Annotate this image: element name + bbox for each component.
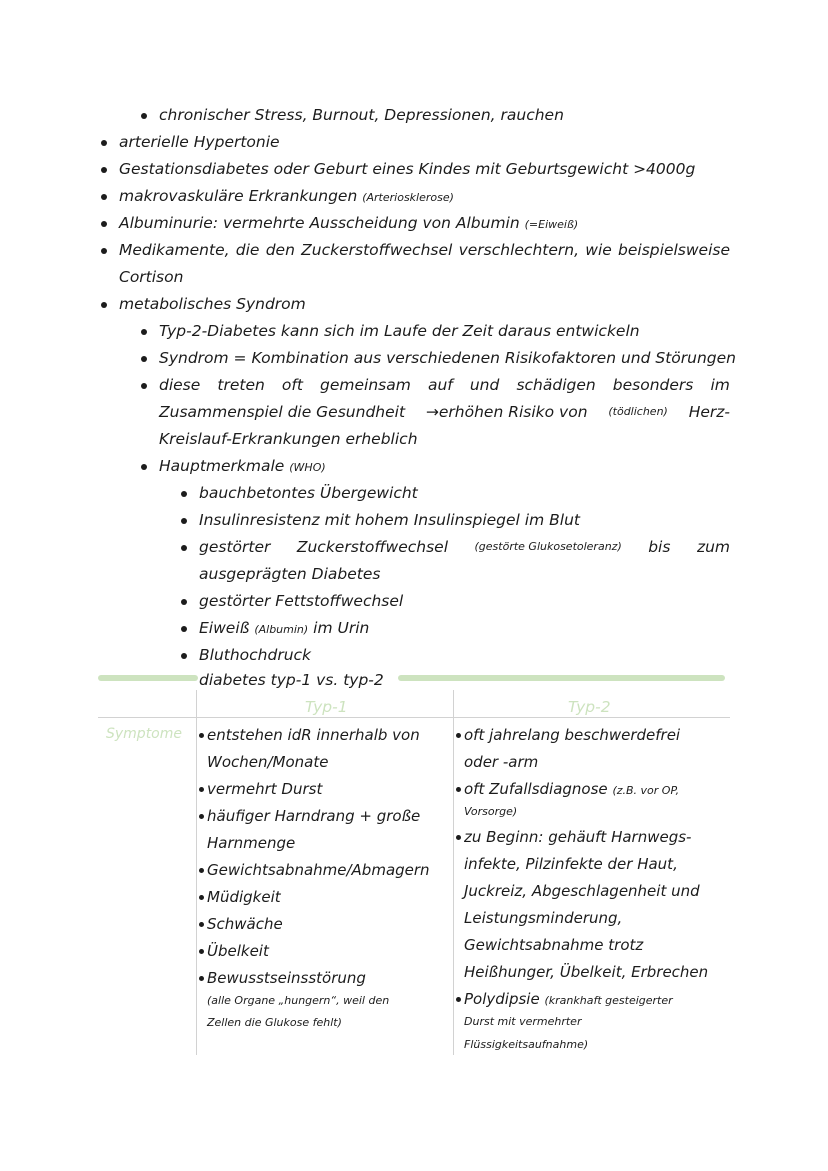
- list-item-note: (Arteriosklerose): [362, 191, 454, 204]
- bullet: [181, 599, 187, 605]
- word: bis: [648, 538, 671, 556]
- word: beispielsweise: [618, 241, 730, 259]
- bullet: [199, 868, 204, 873]
- cell-line: oder -arm: [464, 753, 539, 771]
- cell-line: vermehrt Durst: [207, 780, 323, 798]
- bullet: [101, 194, 107, 200]
- list-item: [119, 239, 730, 261]
- accent-bar: [98, 675, 198, 681]
- bullet: [181, 626, 187, 632]
- bullet: [456, 835, 461, 840]
- column-header-typ1: Typ-1: [305, 698, 348, 716]
- bullet: [199, 922, 204, 927]
- cell-text: Polydipsie: [464, 990, 540, 1008]
- phrase: Zusammenspiel die Gesundheit: [159, 403, 406, 421]
- list-item: [159, 374, 730, 396]
- table-divider: [453, 690, 454, 1055]
- list-item-continuation: ausgeprägten Diabetes: [199, 565, 381, 583]
- phrase: →erhöhen Risiko von: [425, 403, 588, 421]
- word: Medikamente,: [119, 241, 230, 259]
- cell-line: Wochen/Monate: [207, 753, 329, 771]
- bullet: [141, 329, 147, 335]
- list-item: Syndrom = Kombination aus verschiedenen Risikofaktoren und Störungen: [159, 349, 737, 367]
- list-item-continuation: Cortison: [119, 268, 184, 286]
- list-item: Typ-2-Diabetes kann sich im Laufe der Zeit daraus entwickeln: [159, 322, 640, 340]
- bullet: [101, 302, 107, 308]
- word: verschlechtern,: [458, 241, 580, 259]
- bullet: [199, 733, 204, 738]
- list-item: metabolisches Syndrom: [119, 295, 306, 313]
- list-item: [199, 617, 369, 641]
- cell-note: Durst mit vermehrter: [464, 1015, 582, 1028]
- list-item-text: Hauptmerkmale: [159, 457, 285, 475]
- cell-line: entstehen idR innerhalb von: [207, 726, 420, 744]
- bullet: [181, 518, 187, 524]
- word: gemeinsam: [320, 376, 411, 394]
- bullet: [141, 356, 147, 362]
- list-item-note: (Albumin): [254, 623, 309, 636]
- word: Zuckerstoffwechsel: [301, 241, 453, 259]
- bullet: [101, 248, 107, 254]
- cell-note: Vorsorge): [464, 805, 518, 818]
- cell-note: (alle Organe „hungern“, weil den: [207, 994, 390, 1007]
- cell-line: Bewusstseinsstörung: [207, 969, 366, 987]
- table-header-rule: [98, 717, 730, 718]
- bullet: [181, 653, 187, 659]
- list-item-note: (WHO): [289, 461, 326, 474]
- list-item: [199, 536, 730, 558]
- cell-line: Gewichtsabnahme/Abmagern: [207, 861, 430, 879]
- list-item: [159, 455, 326, 479]
- cell-line: infekte, Pilzinfekte der Haut,: [464, 855, 678, 873]
- cell-line: oft jahrelang beschwerdefrei: [464, 726, 681, 744]
- word: gestörter: [199, 538, 271, 556]
- word: Zuckerstoffwechsel: [296, 538, 449, 556]
- bullet: [101, 221, 107, 227]
- phrase: Herz-: [688, 403, 730, 421]
- word: und: [469, 376, 500, 394]
- bullet: [199, 895, 204, 900]
- list-item-text: Albuminurie: vermehrte Ausscheidung von Albumin: [119, 214, 520, 232]
- cell-note: (z.B. vor OP,: [612, 784, 680, 797]
- cell-line: Harnmenge: [207, 834, 296, 852]
- word: auf: [427, 376, 453, 394]
- bullet: [456, 733, 461, 738]
- row-label-symptome: Symptome: [106, 726, 183, 742]
- word: den: [265, 241, 295, 259]
- word: schädigen: [516, 376, 596, 394]
- accent-bar: [398, 675, 725, 681]
- cell-line: Müdigkeit: [207, 888, 281, 906]
- phrase-note: (tödlichen): [608, 405, 668, 418]
- word-note: (gestörte Glukosetoleranz): [474, 540, 622, 553]
- bullet: [199, 787, 204, 792]
- cell-line: Gewichtsabnahme trotz: [464, 936, 644, 954]
- cell-text: oft Zufallsdiagnose: [464, 780, 608, 798]
- cell-line: [464, 778, 679, 802]
- list-item: bauchbetontes Übergewicht: [199, 484, 418, 502]
- bullet: [456, 787, 461, 792]
- list-item: Insulinresistenz mit hohem Insulinspiegel im Blut: [199, 511, 580, 529]
- word: zum: [696, 538, 730, 556]
- bullet: [456, 997, 461, 1002]
- list-item: [119, 185, 454, 209]
- bullet: [101, 140, 107, 146]
- bullet: [101, 167, 107, 173]
- bullet: [141, 383, 147, 389]
- list-item-continuation: Kreislauf-Erkrankungen erheblich: [159, 430, 418, 448]
- word: oft: [281, 376, 303, 394]
- word: diese: [159, 376, 201, 394]
- list-item-text: Eiweiß: [199, 619, 250, 637]
- cell-line: Leistungsminderung,: [464, 909, 623, 927]
- list-item-text: im Urin: [313, 619, 370, 637]
- word: besonders: [612, 376, 694, 394]
- cell-line: häufiger Harndrang + große: [207, 807, 421, 825]
- bullet: [141, 464, 147, 470]
- cell-line: Juckreiz, Abgeschlagenheit und: [464, 882, 700, 900]
- bullet: [199, 976, 204, 981]
- word: treten: [217, 376, 265, 394]
- bullet: [181, 545, 187, 551]
- list-item: Bluthochdruck: [199, 646, 312, 664]
- list-item: Gestationsdiabetes oder Geburt eines Kindes mit Geburtsgewicht >4000g: [119, 160, 696, 178]
- column-header-typ2: Typ-2: [568, 698, 611, 716]
- cell-note: (krankhaft gesteigerter: [544, 994, 673, 1007]
- bullet: [199, 949, 204, 954]
- bullet: [181, 491, 187, 497]
- cell-line: [464, 988, 673, 1012]
- list-item-continuation: [159, 401, 730, 423]
- cell-line: Übelkeit: [207, 942, 269, 960]
- cell-line: zu Beginn: gehäuft Harnwegs-: [464, 828, 692, 846]
- list-item: arterielle Hypertonie: [119, 133, 280, 151]
- cell-line: Heißhunger, Übelkeit, Erbrechen: [464, 963, 709, 981]
- cell-line: Schwäche: [207, 915, 283, 933]
- bullet: [141, 113, 147, 119]
- word: wie: [585, 241, 612, 259]
- bullet: [199, 814, 204, 819]
- table-divider: [196, 690, 197, 1055]
- list-item: [119, 212, 578, 236]
- cell-note: Zellen die Glukose fehlt): [207, 1016, 342, 1029]
- list-item: gestörter Fettstoffwechsel: [199, 592, 404, 610]
- table-title: diabetes typ-1 vs. typ-2: [199, 669, 388, 691]
- word: im: [710, 376, 730, 394]
- cell-note: Flüssigkeitsaufnahme): [464, 1038, 589, 1051]
- word: die: [235, 241, 260, 259]
- list-item: chronischer Stress, Burnout, Depressionen, rauchen: [159, 106, 564, 124]
- list-item-note: (=Eiweiß): [524, 218, 579, 231]
- list-item-text: makrovaskuläre Erkrankungen: [119, 187, 358, 205]
